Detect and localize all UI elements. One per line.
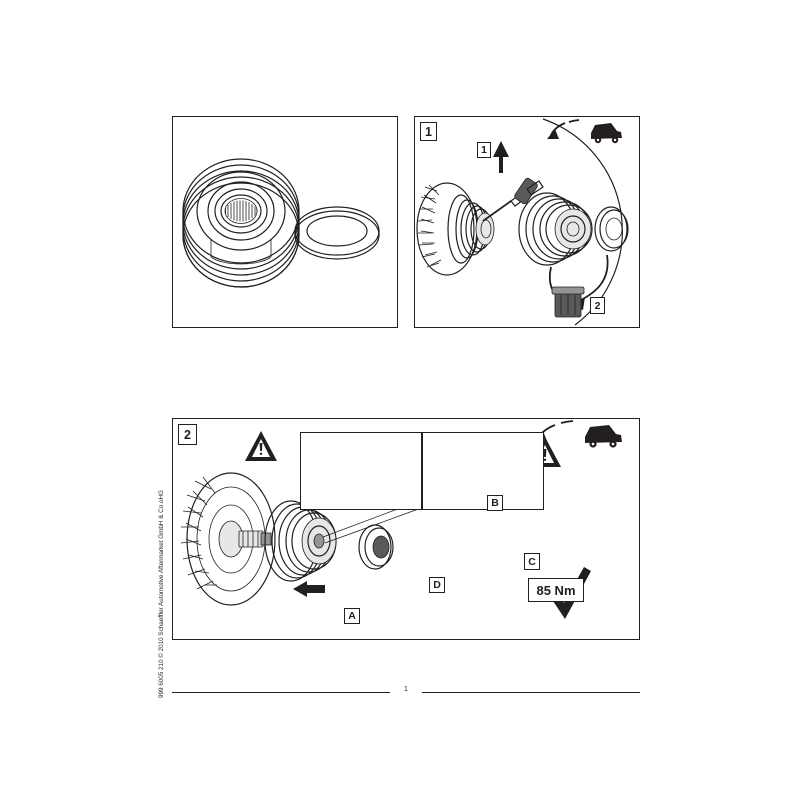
- cover-cap-drawing: [295, 207, 379, 259]
- footer: [172, 686, 640, 698]
- detail-frame-incorrect: [300, 432, 422, 510]
- new-pulley-drawing: [519, 193, 592, 265]
- alternator-drawing: [181, 473, 275, 605]
- step-badge-1: 1: [420, 122, 437, 141]
- copyright-imprint: [158, 418, 172, 698]
- tag-waste-bin: 2: [590, 297, 605, 314]
- page-number: 1: [404, 686, 408, 693]
- car-icon: [585, 425, 622, 448]
- pulley-assembly-drawing: [183, 159, 299, 287]
- torque-value-box: 85 Nm: [528, 578, 584, 602]
- alternator-drawing: [417, 183, 494, 275]
- new-pulley-drawing: [265, 501, 336, 581]
- screwdriver-drawing: [483, 177, 543, 221]
- cover-cap-small-drawing: [595, 207, 628, 251]
- panel-overview: [172, 116, 398, 328]
- car-icon: [591, 123, 622, 143]
- footer-rule-right: [422, 692, 640, 693]
- cover-cap-drawing: [359, 525, 393, 569]
- footer-rule-left: [172, 692, 390, 693]
- overview-illustration: [173, 117, 397, 327]
- tag-torque-warning: C: [524, 553, 540, 570]
- detail-frame-correct: [422, 432, 544, 510]
- tag-shaft-detail: B: [487, 495, 503, 511]
- copyright-imprint-text: 999 6005 210 © 2010 Schaeffler Automotive Aftermarket GmbH & Co.oHG: [158, 490, 165, 698]
- waste-bin-icon: [552, 287, 584, 317]
- tag-cover-cap: D: [429, 577, 445, 593]
- warning-triangle-icon: [245, 431, 277, 461]
- arrow-up-icon: [493, 141, 509, 173]
- step-badge-2: 2: [178, 424, 197, 445]
- tag-screwdriver: 1: [477, 142, 491, 158]
- tag-pulley-mount: A: [344, 608, 360, 624]
- mount-arrow-icon: [293, 581, 325, 597]
- step1-illustration: [415, 117, 639, 327]
- panel-step-1: [414, 116, 640, 328]
